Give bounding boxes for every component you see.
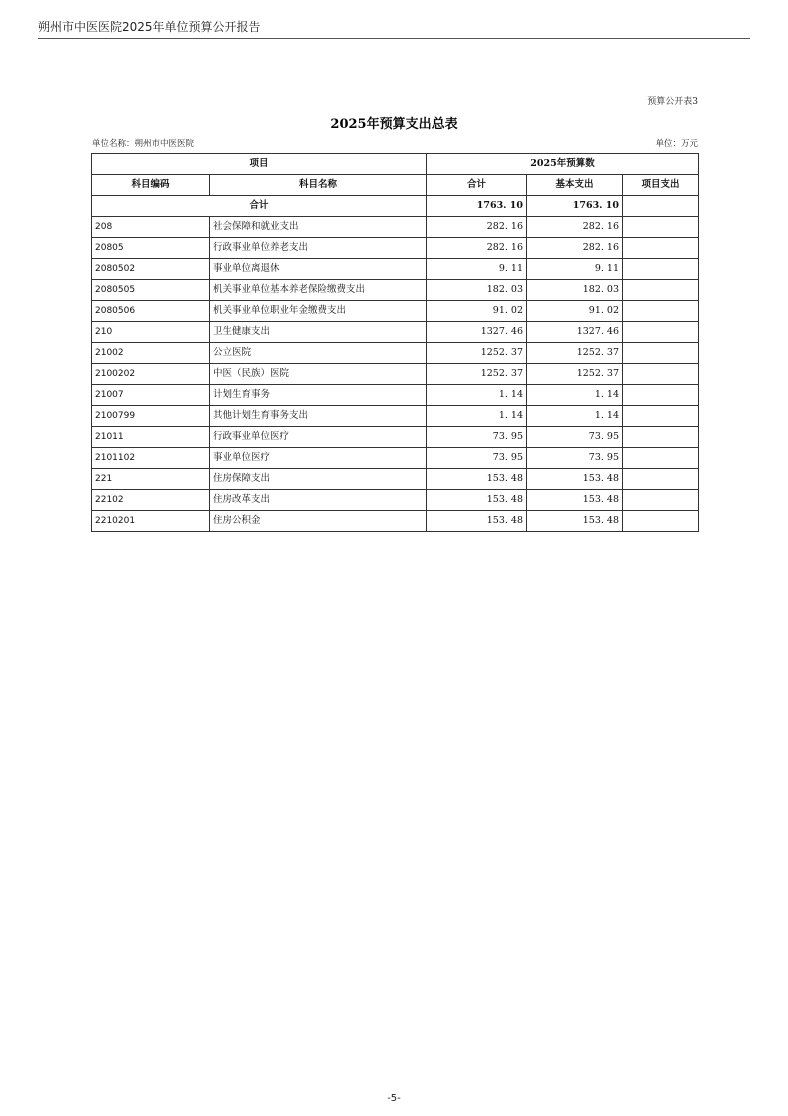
cell-name: 社会保障和就业支出 [210, 217, 427, 238]
cell-project [623, 238, 699, 259]
total-amount: 1763. 10 [427, 196, 527, 217]
page-title: 2025年预算支出总表 [330, 117, 458, 132]
cell-project [623, 259, 699, 280]
cell-basic: 182. 03 [527, 280, 623, 301]
page-number: -5- [387, 1093, 401, 1104]
cell-name: 卫生健康支出 [210, 322, 427, 343]
budget-table [91, 153, 699, 532]
cell-name: 其他计划生育事务支出 [210, 406, 427, 427]
column-header-total: 合计 [427, 175, 527, 196]
unit-label: 单位：万元 [655, 139, 698, 149]
cell-code: 2080505 [92, 280, 210, 301]
cell-name: 事业单位医疗 [210, 448, 427, 469]
column-header-name: 科目名称 [210, 175, 427, 196]
cell-project [623, 301, 699, 322]
cell-basic: 153. 48 [527, 490, 623, 511]
total-row [92, 196, 699, 217]
table-row [92, 301, 699, 322]
header-row-2 [92, 175, 699, 196]
cell-total: 282. 16 [427, 238, 527, 259]
cell-total: 1327. 46 [427, 322, 527, 343]
page-header: 朔州市中医医院2025年单位预算公开报告 [38, 20, 261, 34]
cell-code: 21002 [92, 343, 210, 364]
table-row [92, 343, 699, 364]
cell-basic: 282. 16 [527, 217, 623, 238]
column-header-code: 科目编码 [92, 175, 210, 196]
cell-project [623, 385, 699, 406]
cell-basic: 282. 16 [527, 238, 623, 259]
cell-total: 282. 16 [427, 217, 527, 238]
cell-project [623, 322, 699, 343]
cell-project [623, 364, 699, 385]
table-row [92, 238, 699, 259]
cell-total: 1. 14 [427, 406, 527, 427]
column-header-project: 项目 [92, 154, 427, 175]
table-row [92, 322, 699, 343]
total-project [623, 196, 699, 217]
cell-code: 20805 [92, 238, 210, 259]
table-row [92, 217, 699, 238]
cell-name: 行政事业单位养老支出 [210, 238, 427, 259]
cell-basic: 73. 95 [527, 448, 623, 469]
cell-name: 公立医院 [210, 343, 427, 364]
cell-project [623, 406, 699, 427]
table-row [92, 385, 699, 406]
cell-basic: 1. 14 [527, 406, 623, 427]
cell-code: 221 [92, 469, 210, 490]
table-row [92, 364, 699, 385]
cell-name: 机关事业单位职业年金缴费支出 [210, 301, 427, 322]
cell-code: 21007 [92, 385, 210, 406]
cell-code: 2080502 [92, 259, 210, 280]
table-row [92, 448, 699, 469]
cell-total: 153. 48 [427, 511, 527, 532]
cell-total: 9. 11 [427, 259, 527, 280]
cell-project [623, 217, 699, 238]
cell-project [623, 343, 699, 364]
header-row-1 [92, 154, 699, 175]
cell-total: 91. 02 [427, 301, 527, 322]
cell-name: 机关事业单位基本养老保险缴费支出 [210, 280, 427, 301]
cell-total: 1252. 37 [427, 343, 527, 364]
cell-code: 2101102 [92, 448, 210, 469]
header-divider [38, 38, 750, 39]
cell-code: 2100202 [92, 364, 210, 385]
cell-basic: 153. 48 [527, 511, 623, 532]
cell-basic: 1252. 37 [527, 364, 623, 385]
total-basic: 1763. 10 [527, 196, 623, 217]
cell-name: 住房公积金 [210, 511, 427, 532]
cell-total: 153. 48 [427, 490, 527, 511]
cell-code: 2210201 [92, 511, 210, 532]
column-header-budget: 2025年预算数 [427, 154, 699, 175]
cell-basic: 73. 95 [527, 427, 623, 448]
table-row [92, 406, 699, 427]
total-label: 合计 [92, 196, 427, 217]
cell-name: 住房改革支出 [210, 490, 427, 511]
cell-basic: 1. 14 [527, 385, 623, 406]
cell-name: 住房保障支出 [210, 469, 427, 490]
table-number: 预算公开表3 [647, 97, 698, 107]
cell-name: 事业单位离退休 [210, 259, 427, 280]
cell-total: 1252. 37 [427, 364, 527, 385]
cell-code: 210 [92, 322, 210, 343]
cell-project [623, 448, 699, 469]
table-row [92, 469, 699, 490]
table-row [92, 511, 699, 532]
table-row [92, 427, 699, 448]
column-header-project-expense: 项目支出 [623, 175, 699, 196]
cell-basic: 1252. 37 [527, 343, 623, 364]
column-header-basic: 基本支出 [527, 175, 623, 196]
cell-code: 21011 [92, 427, 210, 448]
unit-name: 单位名称：朔州市中医医院 [92, 139, 195, 149]
cell-project [623, 280, 699, 301]
cell-code: 2100799 [92, 406, 210, 427]
cell-name: 中医（民族）医院 [210, 364, 427, 385]
cell-name: 计划生育事务 [210, 385, 427, 406]
cell-code: 22102 [92, 490, 210, 511]
cell-total: 73. 95 [427, 448, 527, 469]
cell-basic: 91. 02 [527, 301, 623, 322]
cell-basic: 1327. 46 [527, 322, 623, 343]
cell-name: 行政事业单位医疗 [210, 427, 427, 448]
table-row [92, 259, 699, 280]
table-row [92, 490, 699, 511]
cell-total: 182. 03 [427, 280, 527, 301]
cell-project [623, 427, 699, 448]
cell-total: 1. 14 [427, 385, 527, 406]
cell-basic: 153. 48 [527, 469, 623, 490]
cell-total: 73. 95 [427, 427, 527, 448]
table-row [92, 280, 699, 301]
cell-code: 2080506 [92, 301, 210, 322]
cell-basic: 9. 11 [527, 259, 623, 280]
cell-total: 153. 48 [427, 469, 527, 490]
cell-project [623, 490, 699, 511]
cell-project [623, 511, 699, 532]
cell-code: 208 [92, 217, 210, 238]
cell-project [623, 469, 699, 490]
